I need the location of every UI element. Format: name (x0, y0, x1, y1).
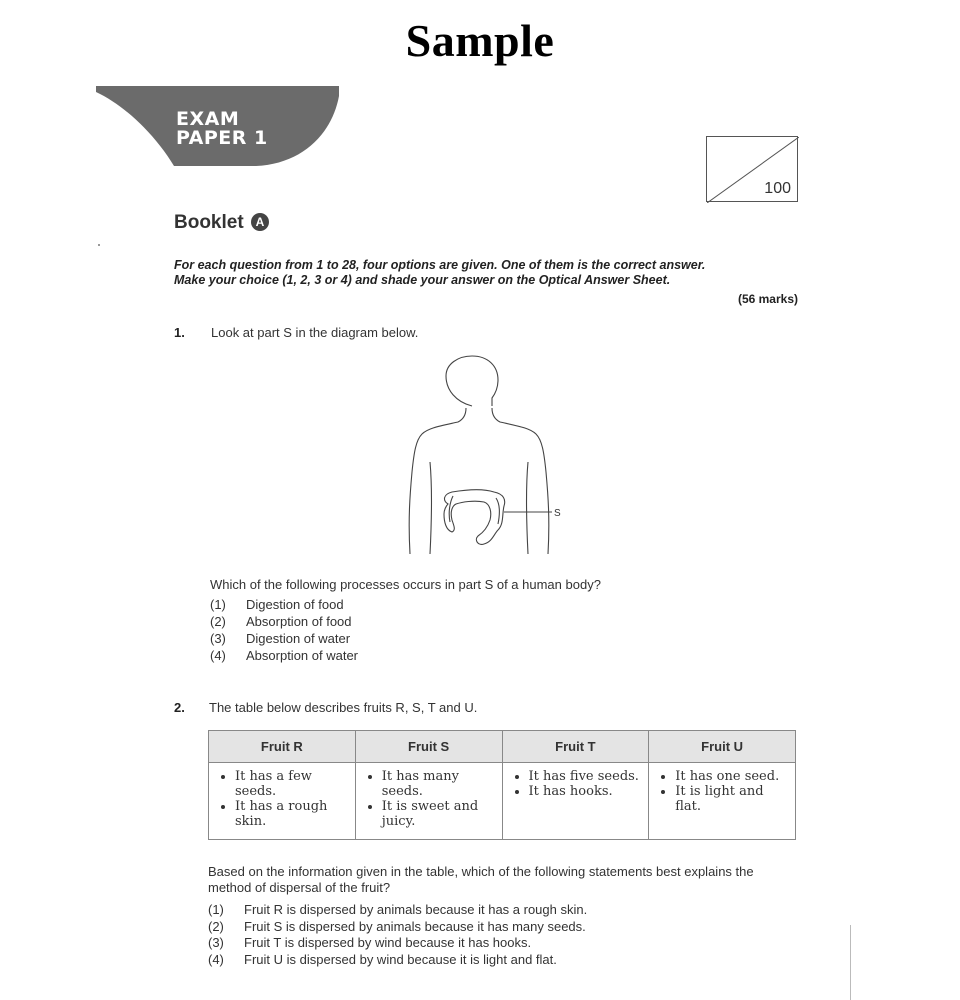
scan-speck (98, 244, 100, 246)
q2-option-4[interactable]: (4) Fruit U is dispersed by wind because it is light and flat. (208, 951, 557, 967)
table-cell-fruit-s: • It has many seeds. • It is sweet and juicy. (355, 763, 502, 840)
human-body-diagram (400, 354, 570, 559)
diagram-label-s: S (554, 508, 561, 519)
instructions (174, 258, 804, 288)
booklet-heading (174, 212, 269, 234)
q2-option-3[interactable]: (3) Fruit T is dispersed by wind because it has hooks. (208, 935, 532, 950)
exam-paper-banner (96, 86, 339, 166)
instructions-line2: Make your choice (1, 2, 3 or 4) and shade your answer on the Optical Answer Sheet. (174, 273, 671, 287)
booklet-badge: A (251, 213, 269, 231)
table-cell-fruit-r: • It has a few seeds. • It has a rough skin. (209, 763, 356, 840)
table-header-fruit-u: Fruit U (649, 731, 796, 763)
q2-options (208, 902, 587, 968)
booklet-label: Booklet (174, 212, 244, 233)
instructions-line1: For each question from 1 to 28, four options are given. One of them is the correct answer. (174, 258, 706, 272)
q1-option-3[interactable]: (3) Digestion of water (210, 631, 351, 646)
fruit-table (208, 730, 796, 840)
q1-option-1[interactable]: (1) Digestion of food (210, 597, 344, 612)
table-header-fruit-r: Fruit R (209, 731, 356, 763)
table-header-fruit-s: Fruit S (355, 731, 502, 763)
q1-option-4[interactable]: (4) Absorption of water (210, 648, 359, 663)
q2-option-1[interactable]: (1) Fruit R is dispersed by animals because it has a rough skin. (208, 902, 588, 917)
exam-paper-title (176, 110, 268, 148)
table-cell-fruit-t: • It has five seeds. • It has hooks. (502, 763, 649, 840)
table-row (209, 763, 796, 840)
q2-number: 2. (174, 700, 185, 715)
table-cell-fruit-u: • It has one seed. • It is light and flat. (649, 763, 796, 840)
exam-title-line1: EXAM (176, 108, 240, 130)
q1-prompt: Look at part S in the diagram below. (211, 325, 419, 340)
q1-options (210, 596, 358, 664)
q2-question: Based on the information given in the table, which of the following statements best explains the method of dispersal of the fruit? (208, 864, 754, 895)
q1-option-2[interactable]: (2) Absorption of food (210, 614, 352, 629)
table-header-fruit-t: Fruit T (502, 731, 649, 763)
score-box (706, 136, 798, 202)
sample-watermark: Sample (405, 15, 555, 66)
q2-option-2[interactable]: (2) Fruit S is dispersed by animals because it has many seeds. (208, 918, 586, 934)
scan-edge-line (850, 925, 851, 1000)
q2-prompt: The table below describes fruits R, S, T and U. (209, 700, 478, 715)
score-total: 100 (764, 180, 791, 197)
q1-question: Which of the following processes occurs in part S of a human body? (210, 577, 601, 592)
marks-total: (56 marks) (737, 292, 798, 306)
exam-title-line2: PAPER 1 (176, 127, 268, 149)
q1-number: 1. (174, 325, 185, 340)
